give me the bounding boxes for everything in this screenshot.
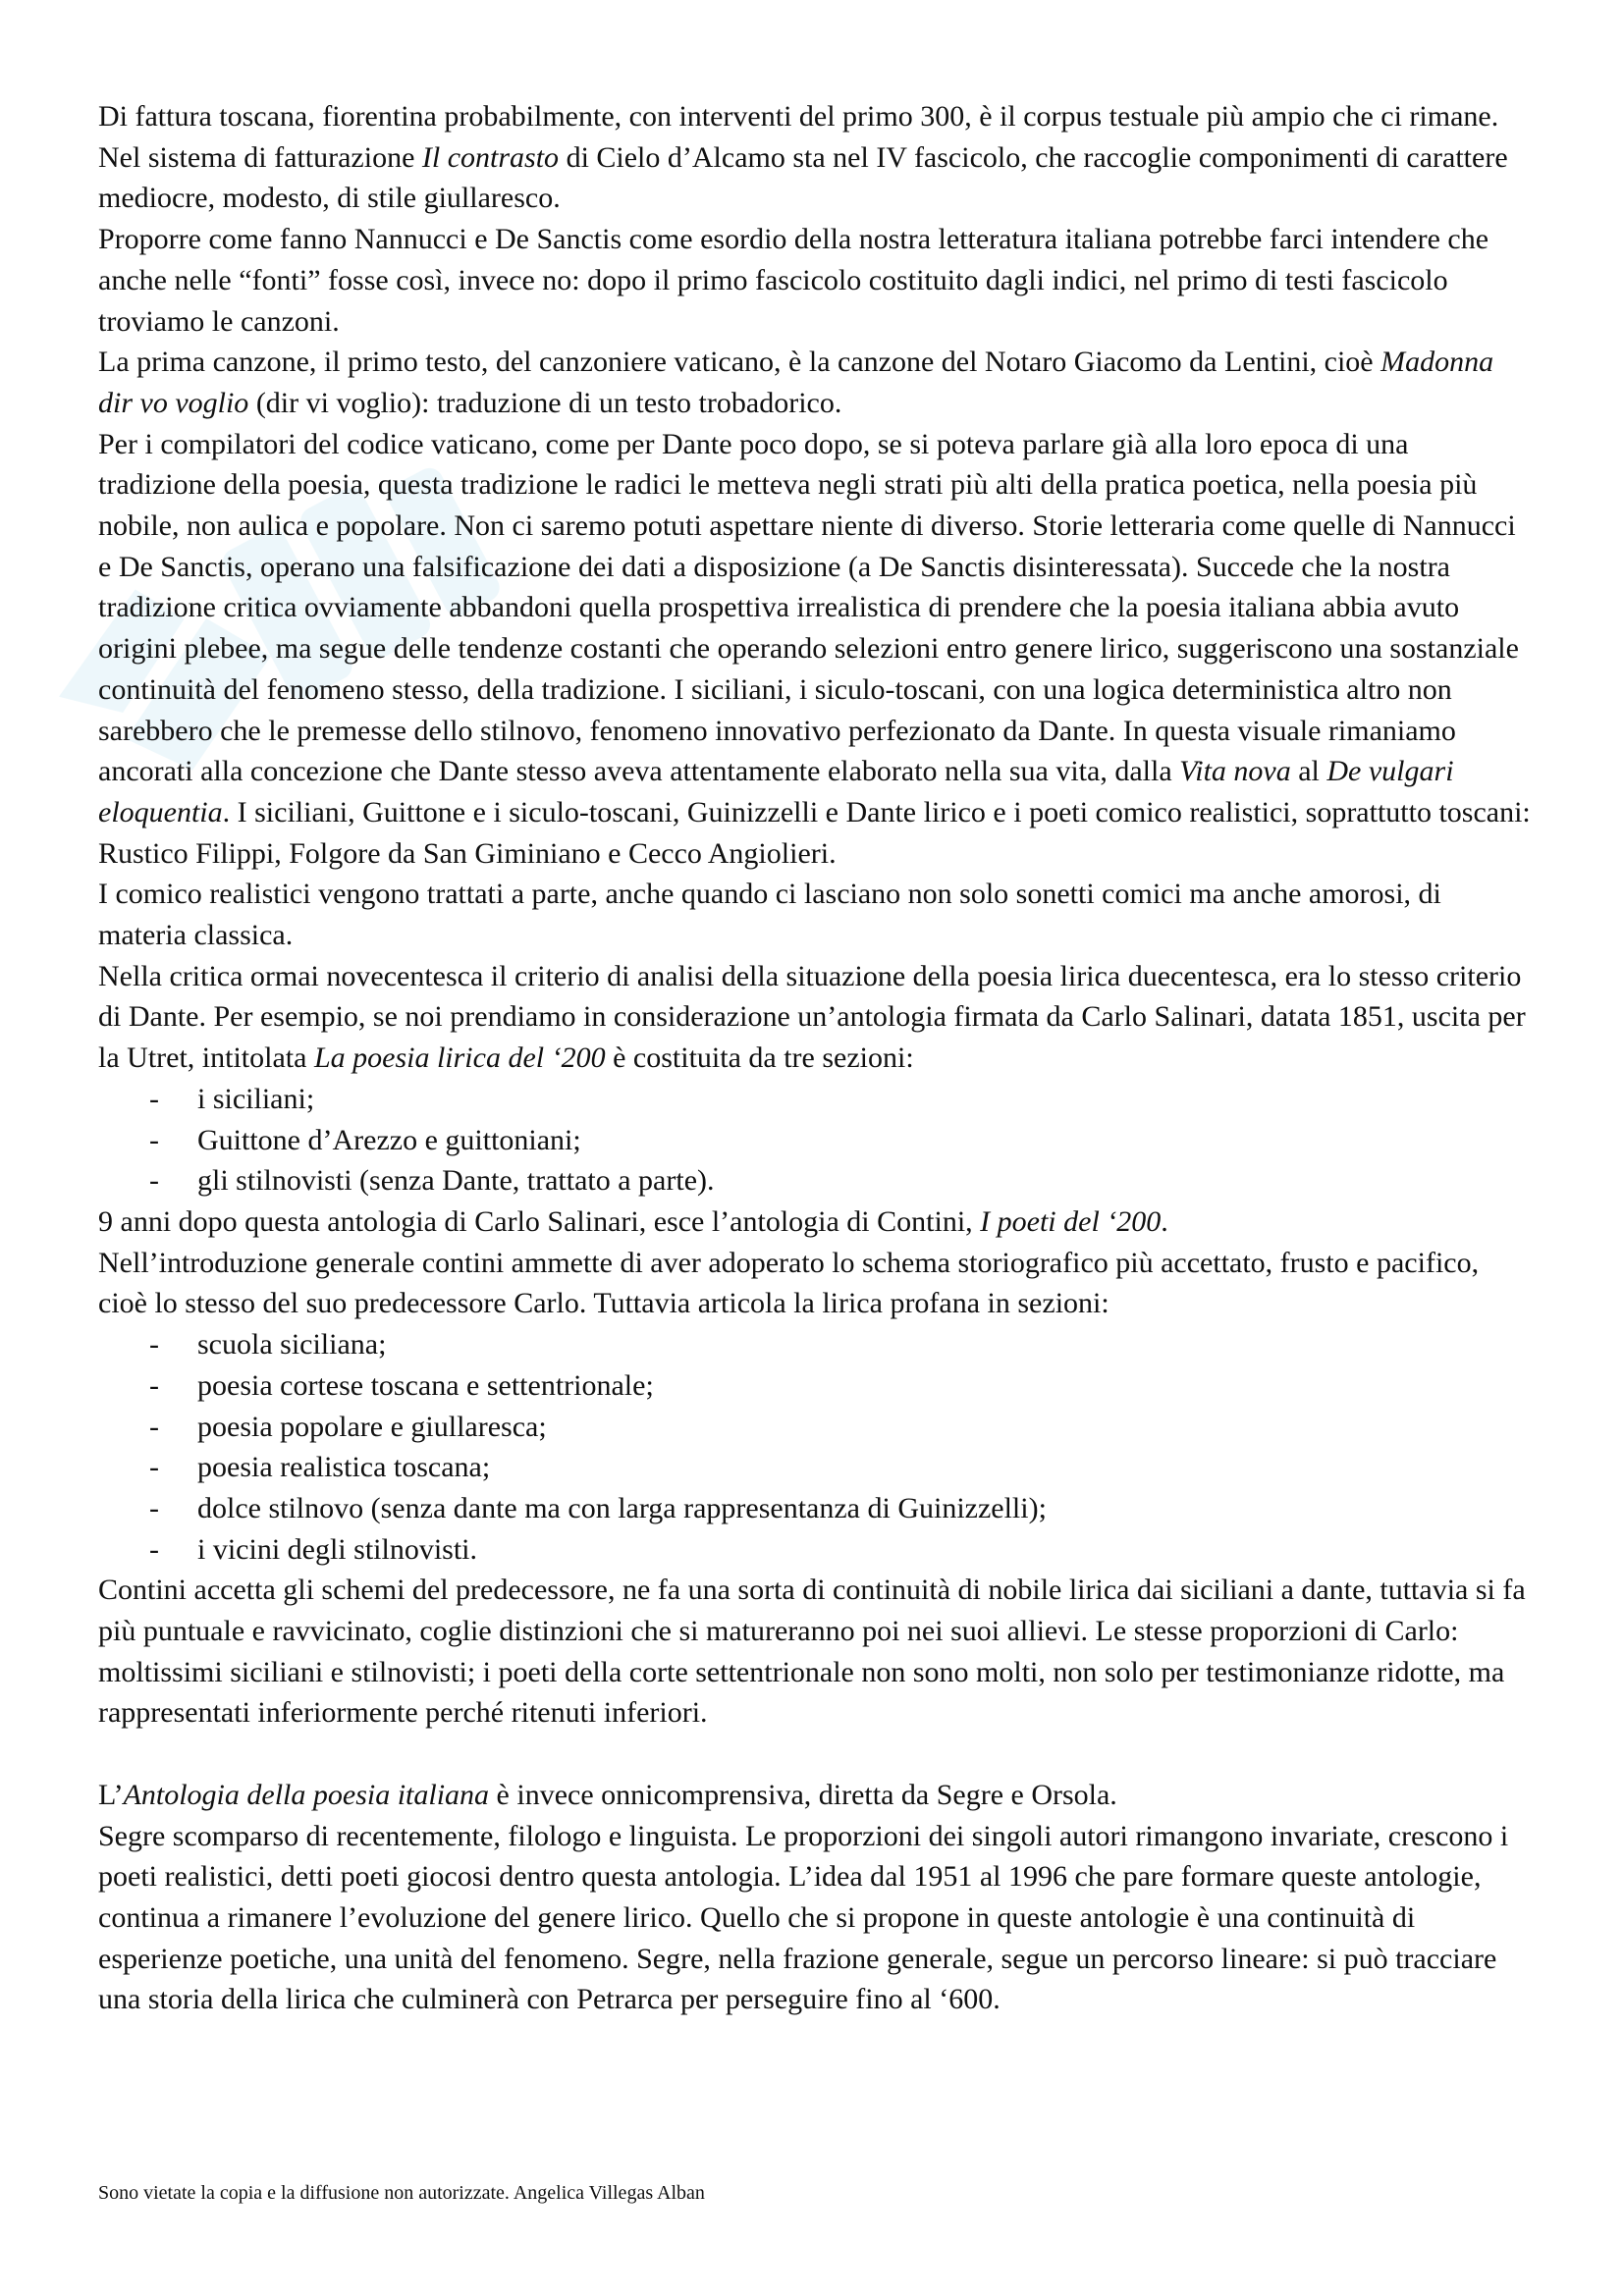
contini-sections-list xyxy=(98,1324,1532,1570)
list-item: - i vicini degli stilnovisti. xyxy=(149,1532,477,1566)
paragraph-10: L’Antologia della poesia italiana è invece onnicomprensiva, diretta da Segre e Orsola. xyxy=(98,1778,1117,1811)
list-item: - poesia cortese toscana e settentrionale; xyxy=(149,1368,654,1402)
paragraph-4: Per i compilatori del codice vaticano, come per Dante poco dopo, se si poteva parlare già alla loro epoca di una tradizione della poesia, questa tradizione le radici le metteva negli strati più alti della pratica poetica, nella poesia più nobile, non aulica e popolare. Non ci saremo potuti aspettare niente di diverso. Storie letteraria come quelle di Nannucci e De Sanctis, operano una falsificazione dei dati a disposizione (a De Sanctis disinteressata). Succede che la nostra tradizione critica ovviamente abbandoni quella prospettiva irrealistica di prendere che la poesia italiana abbia avuto origini plebee, ma segue delle tendenze costanti che operando selezioni entro genere lirico, suggeriscono una sostanziale continuità del fenomeno stesso, della tradizione. I siciliani, i siculo-toscani, con una logica deterministica altro non sarebbero che le premesse dello stilnovo, fenomeno innovativo perfezionato da Dante. In questa visuale rimaniamo ancorati alla concezione che Dante stesso aveva attentamente elaborato nella sua vita, dalla Vita nova al De vulgari eloquentia. I siciliani, Guittone e i siculo-toscani, Guinizzelli e Dante lirico e i poeti comico realistici, soprattutto toscani: Rustico Filippi, Folgore da San Giminiano e Cecco Angiolieri. xyxy=(98,427,1531,870)
paragraph-gap xyxy=(98,1734,1532,1775)
document-body xyxy=(98,96,1532,2020)
salinari-sections-list xyxy=(98,1079,1532,1201)
copyright-footer: Sono vietate la copia e la diffusione non autorizzate. Angelica Villegas Alban xyxy=(98,2182,705,2204)
paragraph-7: 9 anni dopo questa antologia di Carlo Salinari, esce l’antologia di Contini, I poeti del ‘200. xyxy=(98,1204,1168,1238)
paragraph-5: I comico realistici vengono trattati a parte, anche quando ci lasciano non solo sonetti comici ma anche amorosi, di materia classica. xyxy=(98,878,1441,952)
list-item: - poesia popolare e giullaresca; xyxy=(149,1410,547,1443)
paragraph-6: Nella critica ormai novecentesca il criterio di analisi della situazione della poesia lirica duecentesca, era lo stesso criterio di Dante. Per esempio, se noi prendiamo in considerazione un’antologia firmata da Carlo Salinari, datata 1851, uscita per la Utret, intitolata La poesia lirica del ‘200 è costituita da tre sezioni: xyxy=(98,959,1526,1075)
paragraph-1: Di fattura toscana, fiorentina probabilmente, con interventi del primo 300, è il corpus testuale più ampio che ci rimane. Nel sistema di fatturazione Il contrasto di Cielo d’Alcamo sta nel IV fascicolo, che raccoglie componimenti di carattere mediocre, modesto, di stile giullaresco. xyxy=(98,100,1508,215)
paragraph-3: La prima canzone, il primo testo, del canzoniere vaticano, è la canzone del Notaro Giacomo da Lentini, cioè Madonna dir vo voglio (dir vi voglio): traduzione di un testo trobadorico. xyxy=(98,346,1494,419)
paragraph-11: Segre scomparso di recentemente, filologo e linguista. Le proporzioni dei singoli autori rimangono invariate, crescono i poeti realistici, detti poeti giocosi dentro questa antologia. L’idea dal 1951 al 1996 che pare formare queste antologie, continua a rimanere l’evoluzione del genere lirico. Quello che si propone in queste antologie è una continuità di esperienze poetiche, una unità del fenomeno. Segre, nella frazione generale, segue un percorso lineare: si può tracciare una storia della lirica che culminerà con Petrarca per perseguire fino al ‘600. xyxy=(98,1819,1509,2016)
paragraph-9: Contini accetta gli schemi del predecessore, ne fa una sorta di continuità di nobile lirica dai siciliani a dante, tuttavia si fa più puntuale e ravvicinato, coglie distinzioni che si matureranno poi nei suoi allievi. Le stesse proporzioni di Carlo: moltissimi siciliani e stilnovisti; i poeti della corte settentrionale non sono molti, non solo per testimonianze ridotte, ma rappresentati inferiormente perché ritenuti inferiori. xyxy=(98,1574,1526,1730)
list-item: - Guittone d’Arezzo e guittoniani; xyxy=(149,1123,581,1156)
list-item: - dolce stilnovo (senza dante ma con larga rappresentanza di Guinizzelli); xyxy=(149,1491,1047,1524)
list-item: - i siciliani; xyxy=(149,1082,315,1115)
paragraph-8: Nell’introduzione generale contini ammette di aver adoperato lo schema storiografico più accettato, frusto e pacifico, cioè lo stesso del suo predecessore Carlo. Tuttavia articola la lirica profana in sezioni: xyxy=(98,1246,1480,1320)
list-item: - gli stilnovisti (senza Dante, trattato a parte). xyxy=(149,1164,715,1198)
paragraph-2: Proporre come fanno Nannucci e De Sanctis come esordio della nostra letteratura italiana potrebbe farci intendere che anche nelle “fonti” fosse così, invece no: dopo il primo fascicolo costituito dagli indici, nel primo di testi fascicolo troviamo le canzoni. xyxy=(98,223,1489,338)
list-item: - poesia realistica toscana; xyxy=(149,1451,491,1484)
list-item: - scuola siciliana; xyxy=(149,1328,387,1362)
